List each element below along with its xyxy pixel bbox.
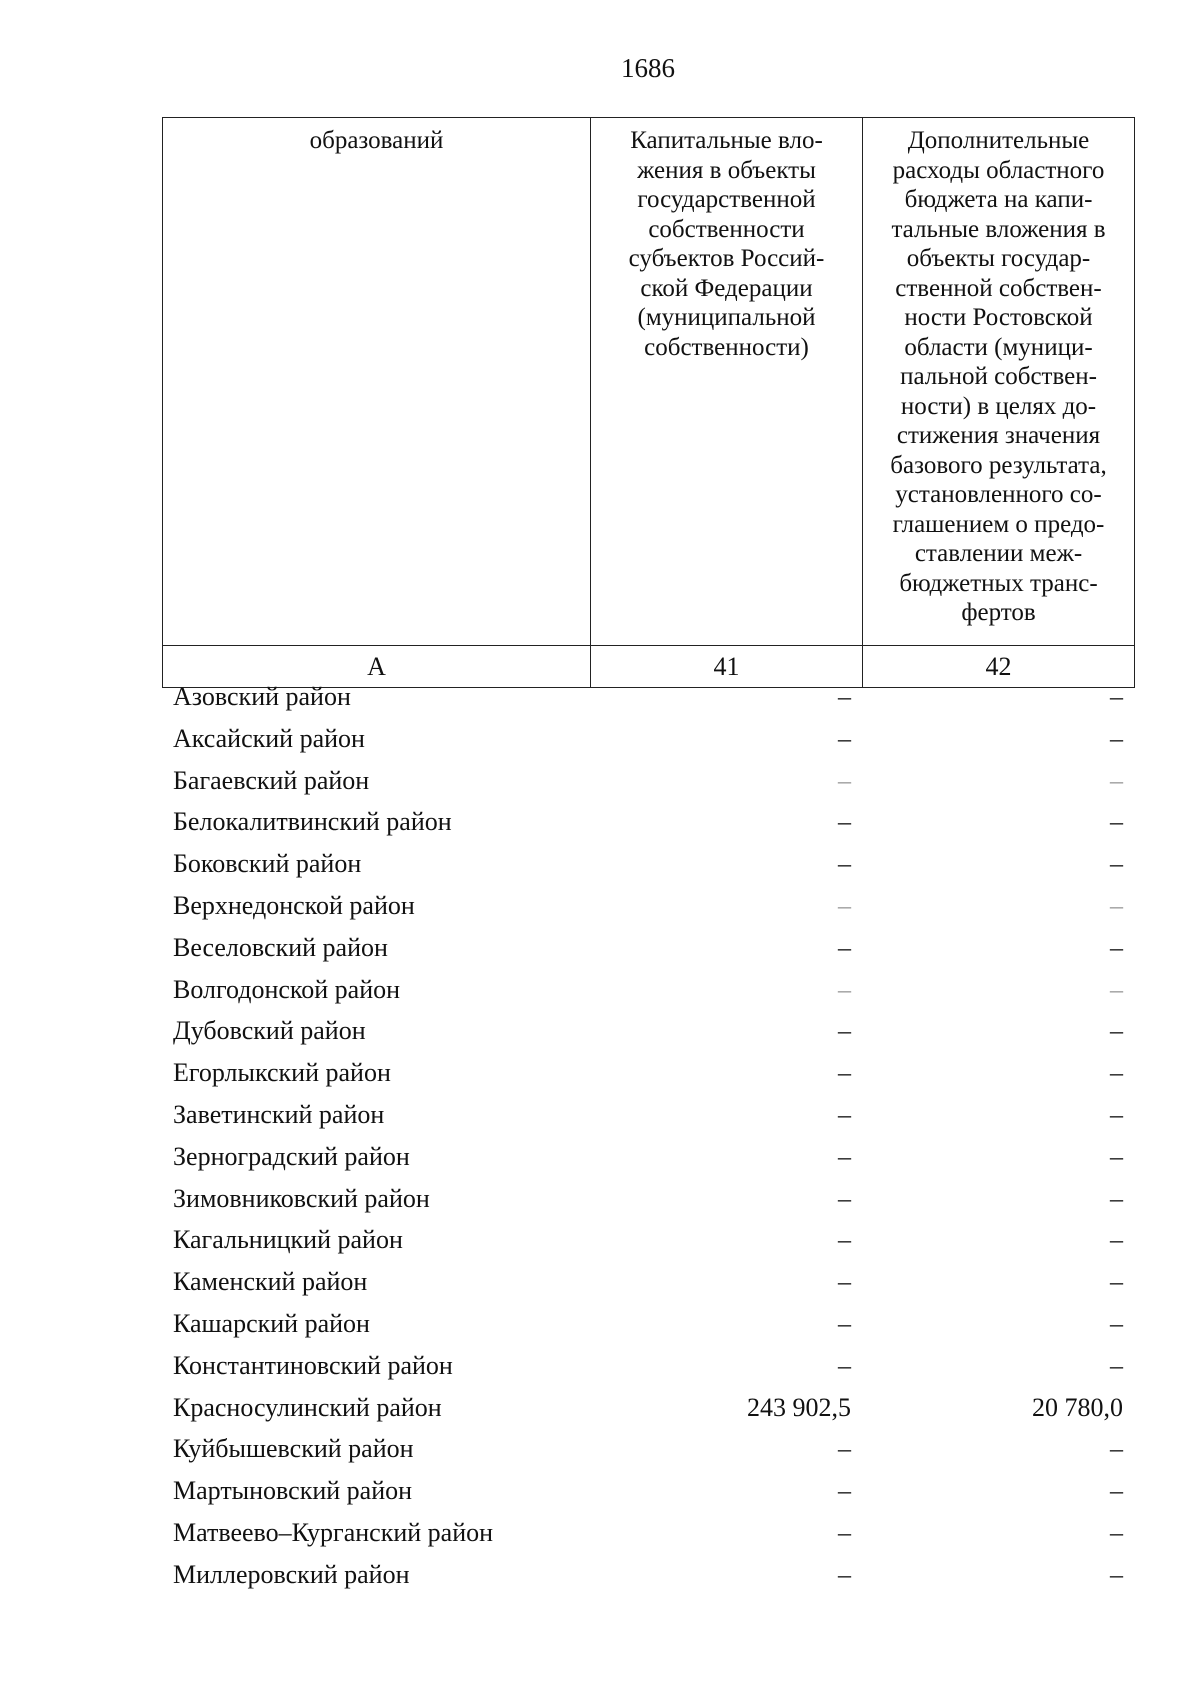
value-col-42: – [1110,890,1123,920]
value-col-42: – [1110,807,1123,837]
value-col-42: – [1110,1141,1123,1171]
header-row [163,118,1135,646]
header-text-line: государственной [637,186,816,213]
district-name: Аксайский район [173,723,365,753]
value-col-42: – [1110,974,1123,1004]
value-col-42: – [1110,1225,1123,1255]
value-col-41: – [838,849,851,879]
district-name: Красносулинский район [173,1392,442,1422]
header-text-line: фертов [961,599,1036,626]
value-col-41: – [838,1141,851,1171]
value-col-42: – [1110,1308,1123,1338]
header-cell-municipality [163,118,591,646]
district-name: Белокалитвинский район [173,807,452,837]
value-col-42: – [1110,765,1123,795]
value-col-41: – [838,1225,851,1255]
value-col-41: – [838,1434,851,1464]
value-col-41: – [838,1016,851,1046]
value-col-41: – [838,1559,851,1589]
district-name: Верхнедонской район [173,890,415,920]
value-col-41: – [838,1517,851,1547]
district-name: Веселовский район [173,932,388,962]
table-row [162,676,1134,718]
value-col-42: – [1110,1434,1123,1464]
header-text-line: пальной собствен- [900,363,1097,390]
district-name: Куйбышевский район [173,1434,414,1464]
district-name: Кагальницкий район [173,1225,403,1255]
header-text-line: жения в объекты [637,156,816,184]
table-row [162,1219,1134,1261]
header-text-line: установленного со- [895,481,1102,508]
page-number: 1686 [621,53,675,83]
column-number-a: А [163,646,591,688]
header-text-line: (муниципальной [637,304,816,331]
value-col-41: – [838,932,851,962]
header-col-42-lines [869,126,1128,628]
header-col-41-lines [597,126,856,362]
header-col-a-lines [169,126,584,156]
value-col-41: – [838,1058,851,1088]
header-text-line: ности Ростовской [904,304,1093,331]
header-cell-col-42 [863,118,1135,646]
table-row [162,1052,1134,1094]
table-row [162,760,1134,802]
table-row [162,1387,1134,1429]
district-name: Мартыновский район [173,1476,413,1506]
district-name: Боковский район [173,849,362,879]
table-row [162,1554,1134,1596]
value-col-41: – [838,682,851,711]
table-row [162,1345,1134,1387]
value-col-42: – [1110,1517,1123,1547]
district-name: Азовский район [173,682,351,711]
table-row [162,1470,1134,1512]
value-col-41: – [838,1267,851,1297]
value-col-42: – [1110,1350,1123,1380]
district-name: Волгодонской район [173,974,401,1004]
value-col-41: – [838,1308,851,1338]
header-text-line: бюджетных транс- [899,569,1098,597]
table-row [162,1010,1134,1052]
table-row [162,1136,1134,1178]
header-text-line: тальные вложения в [891,215,1106,243]
header-text-line: собственности [648,215,805,243]
header-text-line: расходы областного [892,156,1105,184]
value-col-42: – [1110,1058,1123,1088]
header-text-line: образований [309,127,444,154]
table-row [162,801,1134,843]
column-number-42: 42 [863,646,1135,688]
table-body [162,676,1134,1596]
header-text-line: бюджета на капи- [904,186,1093,213]
table-row [162,718,1134,760]
value-col-42: – [1110,723,1123,753]
value-col-41: – [838,890,851,920]
district-name: Зерноградский район [173,1141,410,1171]
value-col-42: – [1110,1267,1123,1297]
header-text-line: собственности) [644,333,809,361]
value-col-42: 20 780,0 [1032,1392,1123,1422]
header-text-line: ственной собствен- [895,274,1102,302]
header-text-line: ставлении меж- [914,540,1083,567]
value-col-41: – [838,1476,851,1506]
district-name: Егорлыкский район [173,1058,391,1088]
table-row [162,1094,1134,1136]
value-col-42: – [1110,1476,1123,1506]
value-col-41: – [838,1350,851,1380]
value-col-42: – [1110,1183,1123,1213]
value-col-41: – [838,723,851,753]
value-col-42: – [1110,682,1123,711]
table-row [162,927,1134,969]
value-col-42: – [1110,932,1123,962]
table-row [162,885,1134,927]
header-text-line: базового результата, [890,451,1107,479]
value-col-42: – [1110,1016,1123,1046]
table-row [162,1261,1134,1303]
value-col-41: – [838,1183,851,1213]
district-name: Каменский район [173,1267,368,1297]
value-col-41: – [838,807,851,837]
header-text-line: объекты государ- [906,245,1091,272]
header-text-line: Капитальные вло- [630,127,823,154]
table-header [162,117,1135,688]
table-row [162,1512,1134,1554]
table-row [162,1303,1134,1345]
district-name: Миллеровский район [173,1559,410,1589]
district-name: Багаевский район [173,765,370,795]
header-text-line: Дополнительные [907,127,1090,154]
header-text-line: области (муници- [904,333,1093,361]
header-cell-col-41 [591,118,863,646]
value-col-41: – [838,1099,851,1129]
header-text-line: ской Федерации [640,274,813,302]
district-name: Дубовский район [173,1016,366,1046]
value-col-41: – [838,974,851,1004]
table-row [162,1178,1134,1220]
value-col-41: – [838,765,851,795]
district-name: Матвеево–Курганский район [173,1517,494,1547]
header-text-line: ности) в целях до- [900,392,1097,420]
district-name: Константиновский район [173,1350,453,1380]
table-row [162,969,1134,1011]
value-col-41: 243 902,5 [747,1392,851,1422]
district-name: Заветинский район [173,1099,385,1129]
header-text-line: субъектов Россий- [628,245,825,272]
column-number-41: 41 [591,646,863,688]
value-col-42: – [1110,1559,1123,1589]
header-text-line: глашением о предо- [892,510,1105,538]
table-row [162,843,1134,885]
table-row [162,1428,1134,1470]
district-name: Зимовниковский район [173,1183,430,1213]
district-name: Кашарский район [173,1308,370,1338]
header-text-line: стижения значения [896,422,1101,449]
value-col-42: – [1110,1099,1123,1129]
value-col-42: – [1110,849,1123,879]
